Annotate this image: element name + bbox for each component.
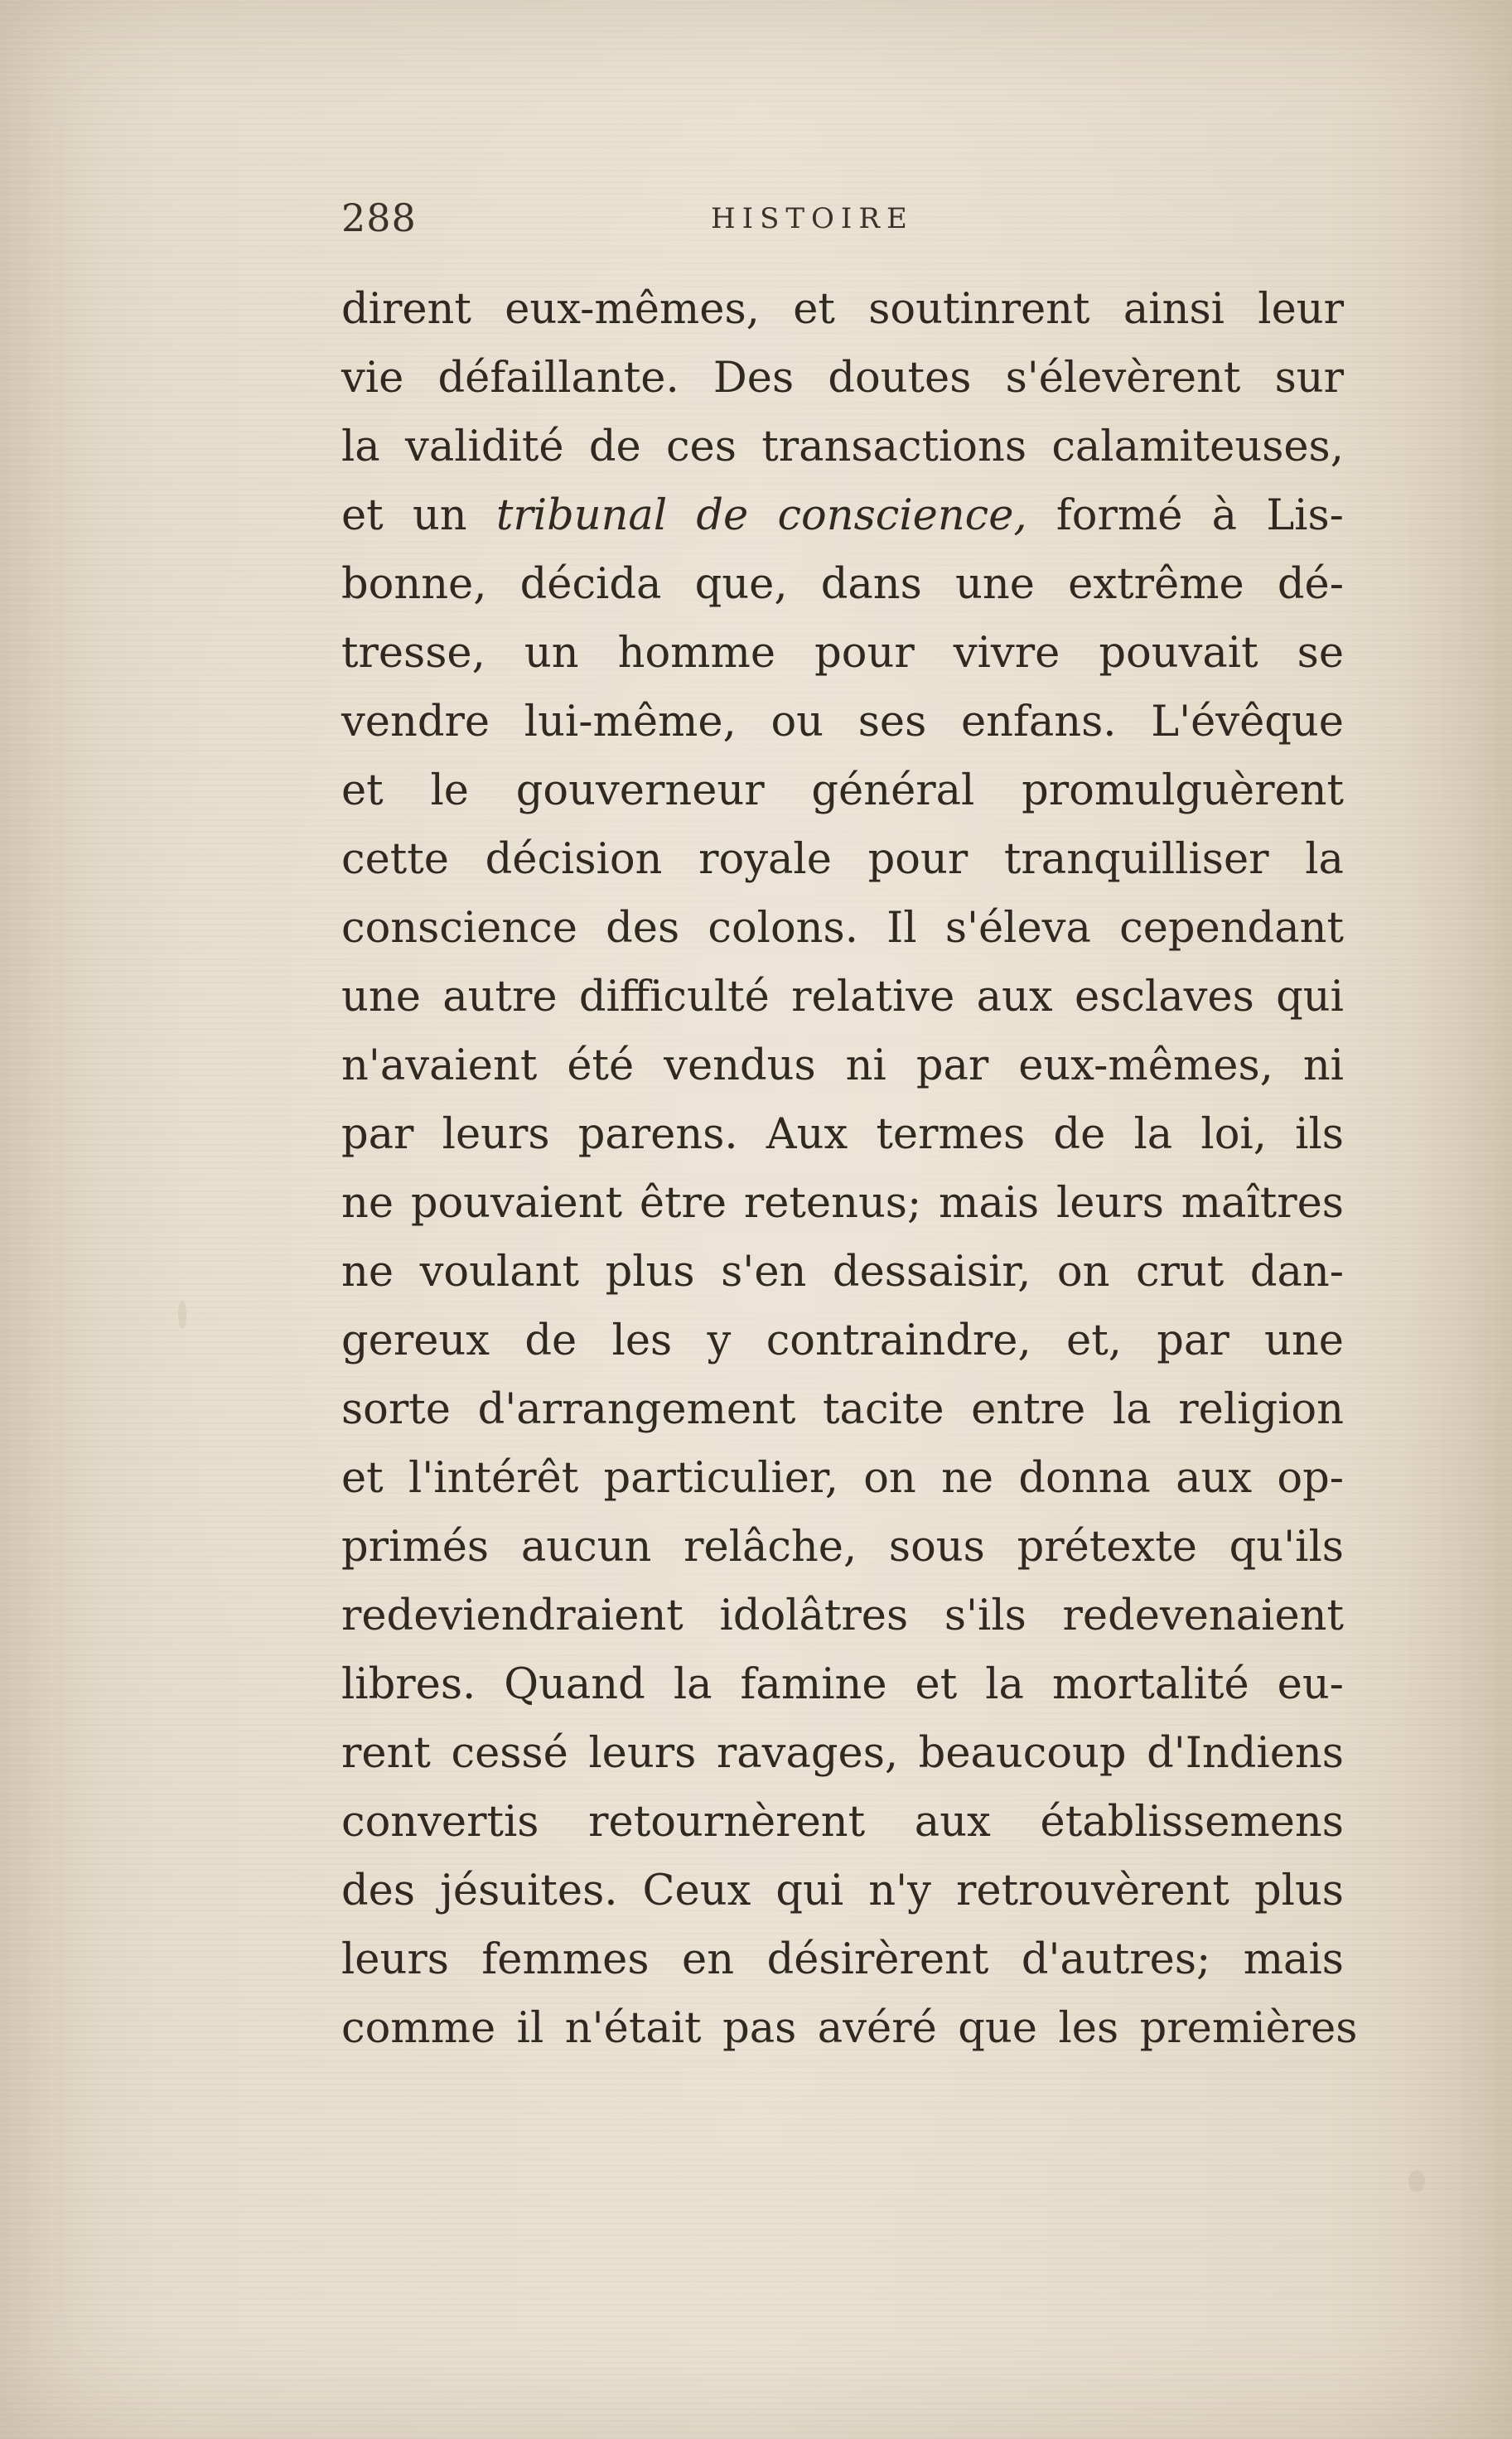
text-line	[341, 963, 1344, 1031]
word: op-	[1277, 1454, 1344, 1503]
running-title: HISTOIRE	[711, 202, 914, 235]
word: soutinrent	[868, 285, 1090, 334]
text-line	[341, 1306, 1344, 1375]
word: été	[567, 1041, 635, 1090]
word: ces	[665, 423, 737, 471]
word: qui	[775, 1867, 844, 1915]
word: le	[430, 766, 469, 815]
word: ne	[941, 1454, 994, 1503]
word: avéré	[817, 2004, 937, 2053]
word: de	[1053, 1110, 1106, 1159]
page-number: 288	[341, 196, 417, 240]
word: ses	[857, 698, 927, 746]
word: n'avaient	[341, 1041, 538, 1090]
word: d'Indiens	[1147, 1729, 1344, 1778]
word: que	[958, 2004, 1037, 2053]
word: autre	[442, 973, 558, 1021]
word: dé-	[1277, 560, 1344, 609]
word: la	[341, 423, 380, 471]
word: Lis-	[1266, 491, 1344, 540]
word: sorte	[341, 1385, 451, 1434]
text-line	[341, 275, 1344, 344]
word: par	[341, 1110, 414, 1159]
word: leurs	[1056, 1179, 1164, 1228]
word: comme	[341, 2004, 496, 2053]
word: tranquilliser	[1003, 835, 1269, 884]
word: aux	[914, 1798, 991, 1847]
word: Ceux	[642, 1867, 751, 1915]
word: colons.	[708, 904, 858, 953]
word: homme	[617, 629, 776, 678]
word: voulant	[419, 1248, 580, 1297]
word: un	[412, 491, 467, 540]
word: leurs	[588, 1729, 697, 1778]
word: beaucoup	[918, 1729, 1127, 1778]
word: de	[524, 1316, 577, 1365]
word: d'arrangement	[477, 1385, 796, 1434]
text-line	[341, 1650, 1344, 1719]
word: eux-mêmes,	[505, 285, 760, 334]
text-line	[341, 1719, 1344, 1788]
word: calamiteuses,	[1051, 423, 1344, 471]
word: maîtres	[1181, 1179, 1344, 1228]
word: gereux	[341, 1316, 490, 1365]
word: des	[341, 1867, 416, 1915]
word: on	[863, 1454, 916, 1503]
word: et	[915, 1660, 958, 1709]
word: dessaisir,	[832, 1248, 1031, 1297]
text-line	[341, 619, 1344, 688]
word: conscience,	[777, 491, 1027, 540]
word: une	[955, 560, 1035, 609]
word: que,	[694, 560, 788, 609]
word: l'intérêt	[408, 1454, 579, 1503]
word: et	[341, 1454, 384, 1503]
word: contraindre,	[766, 1316, 1031, 1365]
word: la	[673, 1660, 713, 1709]
word: donna	[1018, 1454, 1151, 1503]
word: de	[696, 491, 749, 540]
word: femmes	[481, 1935, 650, 1984]
word: décision	[485, 835, 663, 884]
word: retenus;	[743, 1179, 922, 1228]
word: promulguèrent	[1022, 766, 1344, 815]
word: dans	[820, 560, 922, 609]
word: et	[793, 285, 835, 334]
word: parens.	[577, 1110, 738, 1159]
word: une	[341, 973, 421, 1021]
text-line	[341, 344, 1344, 413]
text-line	[341, 1857, 1344, 1925]
text-line	[341, 1582, 1344, 1650]
word: pas	[722, 2004, 797, 2053]
word: ne	[341, 1179, 394, 1228]
word: entre	[971, 1385, 1086, 1434]
word: cependant	[1119, 904, 1344, 953]
word: premières	[1139, 2004, 1358, 2053]
word: la	[1133, 1110, 1173, 1159]
word: ravages,	[716, 1729, 899, 1778]
word: leurs	[442, 1110, 550, 1159]
word: pouvait	[1099, 629, 1258, 678]
word: et,	[1066, 1316, 1122, 1365]
word: royale	[698, 835, 832, 884]
word: s'ils	[944, 1591, 1027, 1640]
word: jésuites.	[440, 1867, 618, 1915]
word: d'autres;	[1021, 1935, 1211, 1984]
text-line	[341, 481, 1344, 550]
text-line	[341, 1375, 1344, 1444]
word: de	[588, 423, 641, 471]
word: il	[516, 2004, 544, 2053]
word: plus	[1254, 1867, 1344, 1915]
text-line	[341, 756, 1344, 825]
word: conscience	[341, 904, 577, 953]
word: par	[1157, 1316, 1229, 1365]
word: loi,	[1200, 1110, 1267, 1159]
word: se	[1297, 629, 1344, 678]
word: les	[1058, 2004, 1119, 2053]
word: leurs	[341, 1935, 449, 1984]
word: vendus	[664, 1041, 816, 1090]
word: la	[985, 1660, 1024, 1709]
word: retournèrent	[588, 1798, 866, 1847]
word: ils	[1295, 1110, 1344, 1159]
text-line	[341, 550, 1344, 619]
word: la	[1305, 835, 1344, 884]
word: aux	[976, 973, 1053, 1021]
word: eux-mêmes,	[1018, 1041, 1273, 1090]
word: primés	[341, 1523, 490, 1572]
word: mortalité	[1051, 1660, 1249, 1709]
word: Aux	[766, 1110, 848, 1159]
word: plus	[605, 1248, 695, 1297]
text-line	[341, 688, 1344, 756]
word: dirent	[341, 285, 471, 334]
word: redevenaient	[1062, 1591, 1344, 1640]
word: ainsi	[1123, 285, 1225, 334]
word: vivre	[953, 629, 1060, 678]
word: convertis	[341, 1798, 539, 1847]
word: aucun	[520, 1523, 652, 1572]
text-line	[341, 1994, 1358, 2063]
word: transactions	[761, 423, 1027, 471]
text-line	[341, 1444, 1344, 1513]
word: gouverneur	[515, 766, 765, 815]
word: mais	[938, 1179, 1040, 1228]
word: par	[915, 1041, 989, 1090]
word: s'en	[721, 1248, 807, 1297]
word: tribunal	[495, 491, 668, 540]
word: s'éleva	[944, 904, 1091, 953]
word: particulier,	[603, 1454, 838, 1503]
word: Des	[713, 354, 795, 403]
word: défaillante.	[437, 354, 679, 403]
word: bonne,	[341, 560, 487, 609]
word: ni	[845, 1041, 886, 1090]
word: Quand	[504, 1660, 645, 1709]
word: à	[1211, 491, 1238, 540]
word: qu'ils	[1229, 1523, 1344, 1572]
word: ou	[770, 698, 824, 746]
word: crut	[1135, 1248, 1225, 1297]
running-head	[341, 196, 1352, 254]
word: formé	[1056, 491, 1183, 540]
word: rent	[341, 1729, 431, 1778]
word: vendre	[341, 698, 490, 746]
word: leur	[1258, 285, 1344, 334]
word: famine	[740, 1660, 887, 1709]
word: ne	[341, 1248, 394, 1297]
word: pour	[814, 629, 915, 678]
word: validité	[405, 423, 564, 471]
word: enfans.	[960, 698, 1117, 746]
text-line	[341, 1238, 1344, 1306]
word: sur	[1274, 354, 1344, 403]
word: aux	[1176, 1454, 1253, 1503]
paper-mark	[1408, 2171, 1425, 2192]
text-line	[341, 1513, 1344, 1582]
word: en	[682, 1935, 735, 1984]
word: et	[341, 766, 384, 815]
text-line	[341, 1031, 1344, 1100]
body-text	[341, 275, 1358, 2063]
word: y	[707, 1316, 732, 1365]
word: s'élevèrent	[1005, 354, 1241, 403]
word: mais	[1243, 1935, 1344, 1984]
word: eu-	[1277, 1660, 1344, 1709]
text-line	[341, 825, 1344, 894]
word: une	[1264, 1316, 1344, 1365]
word: L'évêque	[1151, 698, 1344, 746]
text-line	[341, 413, 1344, 481]
word: et	[341, 491, 384, 540]
text-line	[341, 1100, 1344, 1169]
word: relâche,	[684, 1523, 857, 1572]
word: n'y	[868, 1867, 931, 1915]
text-line	[341, 1925, 1344, 1994]
word: pouvaient	[410, 1179, 623, 1228]
word: cette	[341, 835, 449, 884]
word: cessé	[451, 1729, 568, 1778]
word: n'était	[564, 2004, 702, 2053]
word: esclaves	[1074, 973, 1254, 1021]
word: prétexte	[1017, 1523, 1197, 1572]
text-line	[341, 1169, 1344, 1238]
word: retrouvèrent	[956, 1867, 1229, 1915]
word: difficulté	[578, 973, 770, 1021]
word: termes	[876, 1110, 1026, 1159]
word: les	[611, 1316, 673, 1365]
word: religion	[1178, 1385, 1344, 1434]
word: doutes	[828, 354, 972, 403]
word: on	[1056, 1248, 1110, 1297]
word: désirèrent	[766, 1935, 989, 1984]
text-line	[341, 1788, 1344, 1857]
word: extrême	[1068, 560, 1244, 609]
word: être	[639, 1179, 727, 1228]
word: lui-même,	[524, 698, 737, 746]
word: établissemens	[1040, 1798, 1344, 1847]
word: pour	[867, 835, 969, 884]
paper-mark	[178, 1301, 186, 1329]
word: la	[1112, 1385, 1152, 1434]
word: vie	[341, 354, 404, 403]
word: idolâtres	[719, 1591, 909, 1640]
word: redeviendraient	[341, 1591, 684, 1640]
word: général	[811, 766, 975, 815]
word: décida	[519, 560, 662, 609]
word: un	[524, 629, 579, 678]
word: relative	[791, 973, 955, 1021]
word: sous	[888, 1523, 985, 1572]
word: tresse,	[341, 629, 485, 678]
word: tacite	[823, 1385, 944, 1434]
word: libres.	[341, 1660, 476, 1709]
word: dan-	[1249, 1248, 1344, 1297]
word: Il	[886, 904, 917, 953]
text-line	[341, 894, 1344, 963]
word: qui	[1276, 973, 1344, 1021]
word: des	[606, 904, 680, 953]
word: ni	[1302, 1041, 1344, 1090]
